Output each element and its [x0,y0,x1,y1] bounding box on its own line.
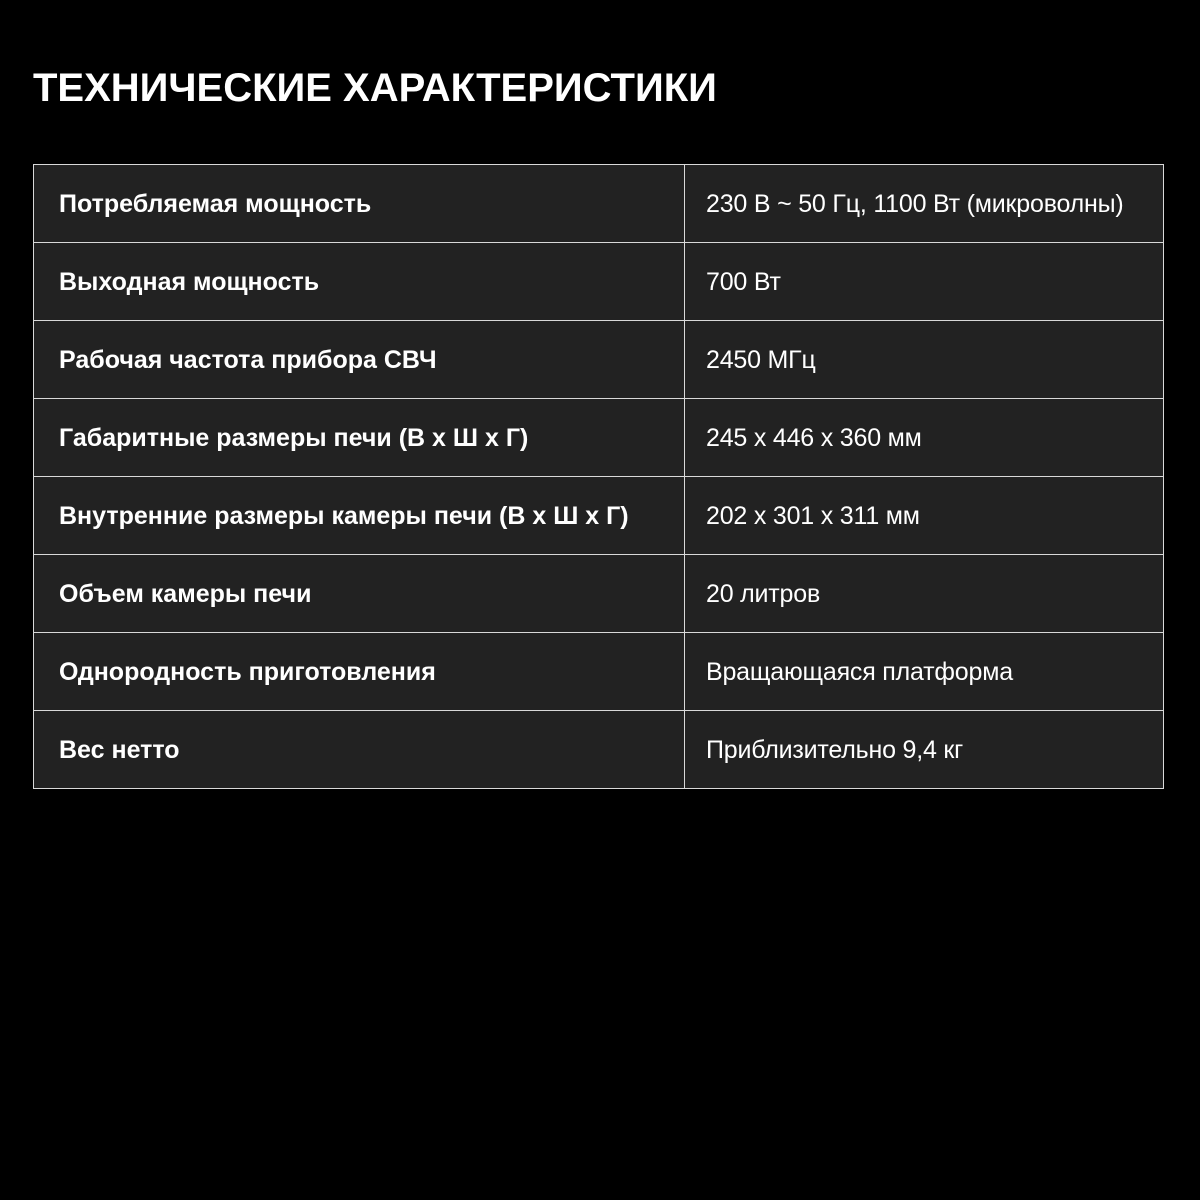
spec-label: Выходная мощность [34,243,685,321]
table-row [34,399,1164,477]
spec-label: Внутренние размеры камеры печи (В х Ш х Г) [34,477,685,555]
spec-value: 20 литров [706,579,821,608]
page-title: ТЕХНИЧЕСКИЕ ХАРАКТЕРИСТИКИ [33,66,717,110]
spec-label: Рабочая частота прибора СВЧ [34,321,685,399]
table-row [34,243,1164,321]
table-row [34,555,1164,633]
spec-label: Вес нетто [34,711,685,789]
table-row [34,321,1164,399]
spec-value: 2450 МГц [706,345,816,374]
spec-value: Приблизительно 9,4 кг [706,735,964,764]
table-row [34,165,1164,243]
spec-value: Вращающаяся платформа [706,657,1013,686]
spec-label: Однородность приготовления [34,633,685,711]
table-row [34,477,1164,555]
spec-value: 245 х 446 х 360 мм [706,423,922,452]
spec-label: Габаритные размеры печи (В х Ш х Г) [34,399,685,477]
table-row [34,633,1164,711]
spec-value: 202 х 301 х 311 мм [706,501,920,530]
spec-value: 700 Вт [706,267,781,296]
specifications-table [33,164,1164,789]
spec-value: 230 В ~ 50 Гц, 1100 Вт (микроволны) [706,189,1124,218]
spec-label: Объем камеры печи [34,555,685,633]
table-row [34,711,1164,789]
spec-label: Потребляемая мощность [34,165,685,243]
